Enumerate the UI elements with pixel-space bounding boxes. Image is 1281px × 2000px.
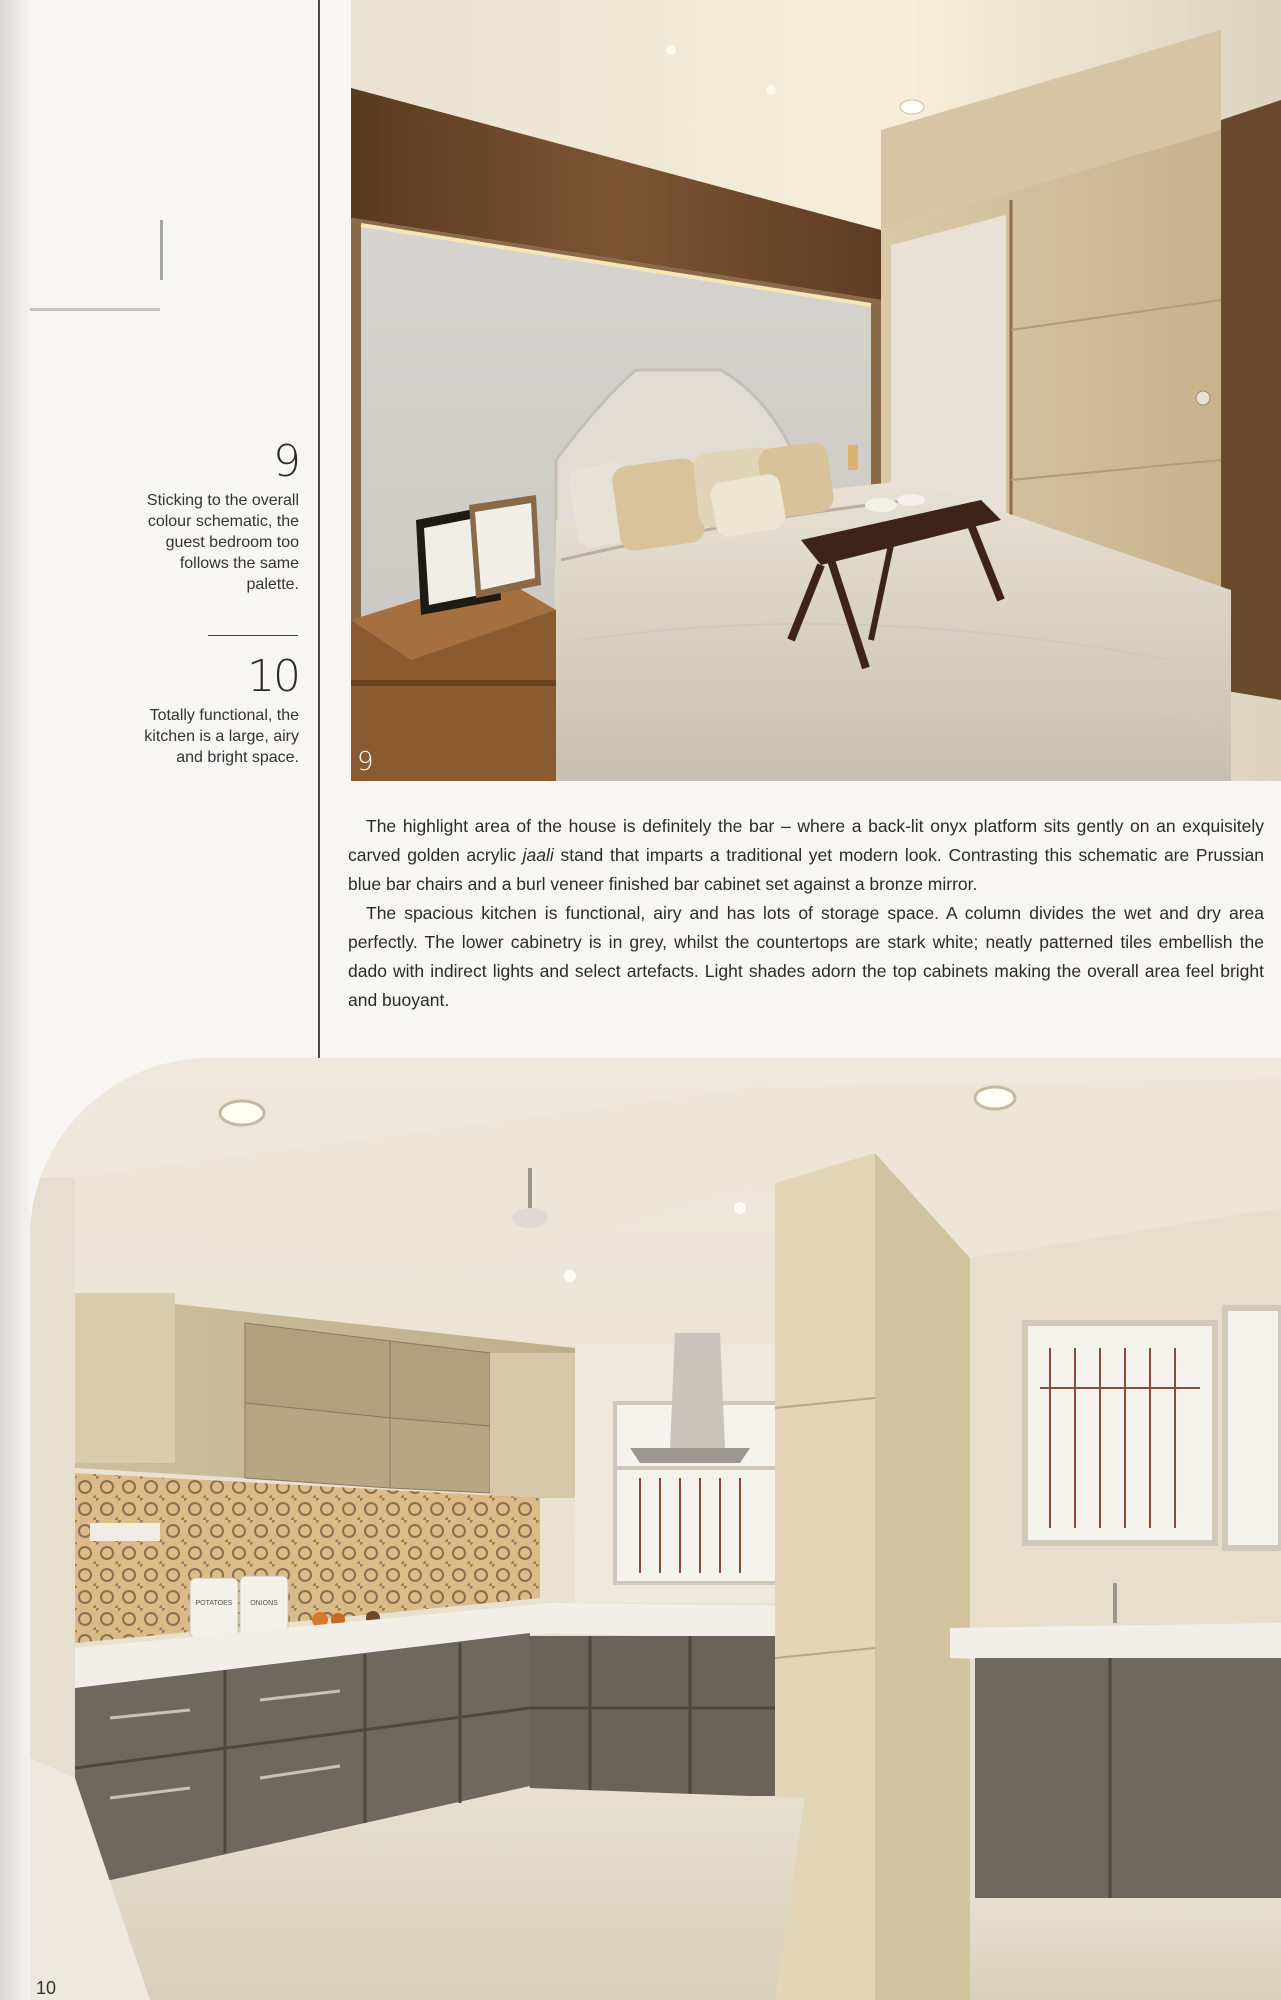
caption-rule xyxy=(208,635,298,636)
caption-text: Totally functional, the kitchen is a large, airy and bright space. xyxy=(144,707,299,766)
caption-9 xyxy=(129,436,299,595)
paragraph-text: The highlight area of the house is definitely the bar – where a back-lit onyx platform sits gently on an exquisitely carved golden acrylic xyxy=(348,816,1264,865)
paragraph-kitchen: The spacious kitchen is functional, airy and has lots of storage space. A column divides the wet and dry area perfectly. The lower cabinetry is in grey, whilst the countertops are stark white; neatly patterned tiles embellish the dado with indirect lights and select artefacts. Light shades adorn the top cabinets making the overall area feel bright and buoyant. xyxy=(348,903,1264,1010)
caption-10 xyxy=(129,651,299,768)
bedroom-photo xyxy=(351,0,1281,781)
print-smudge xyxy=(20,220,170,320)
column-divider xyxy=(318,0,320,1060)
jar-label: POTATOES xyxy=(195,1600,233,1607)
caption-text: Sticking to the overall colour schematic, the guest bedroom too follows the same palette. xyxy=(146,492,299,593)
italic-term: jaali xyxy=(522,845,554,865)
page-number: 10 xyxy=(36,1978,57,1998)
photo-number-label: 9 xyxy=(357,747,374,777)
kitchen-photo xyxy=(30,1058,1281,2000)
jar-label: ONIONS xyxy=(250,1600,278,1607)
caption-number: 9 xyxy=(273,436,299,487)
caption-number: 10 xyxy=(247,651,299,702)
paragraph-bar xyxy=(348,812,1264,899)
article-body xyxy=(348,812,1264,1015)
paragraph-text: stand that imparts a traditional yet modern look. Contrasting this schematic are Prussian blue bar chairs and a burl veneer finished bar cabinet set against a bronze mirror. xyxy=(348,845,1264,894)
